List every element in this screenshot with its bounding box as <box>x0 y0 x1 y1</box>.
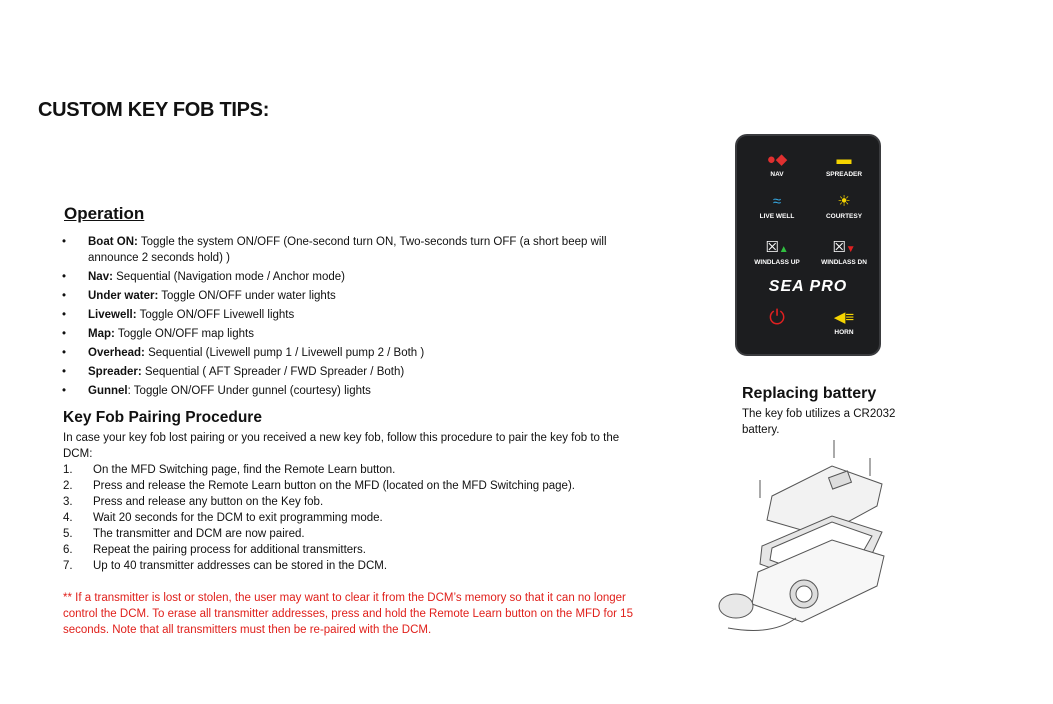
fob-button-horn <box>809 308 879 337</box>
item-text: Sequential (Navigation mode / Anchor mode) <box>112 271 345 283</box>
bullet-icon: • <box>62 236 67 248</box>
list-item <box>63 510 643 526</box>
list-item <box>62 288 622 304</box>
fob-button-windlass-up <box>742 238 812 267</box>
battery-heading: Replacing battery <box>742 385 877 402</box>
pairing-steps <box>63 462 643 574</box>
list-item <box>62 364 622 380</box>
item-label: Nav: <box>88 271 113 283</box>
item-text: Toggle the system ON/OFF (One-second turn ON, Two-seconds turn OFF (a short beep will announce 2 seconds hold) ) <box>88 236 607 264</box>
anchor-down-icon: ☒▼ <box>832 239 856 256</box>
item-label: Gunnel <box>88 385 128 397</box>
horn-icon: ◀≡ <box>833 309 855 326</box>
item-text: Sequential ( AFT Spreader / FWD Spreader / Both) <box>141 366 405 378</box>
item-label: Boat ON: <box>88 236 138 248</box>
bullet-icon: • <box>62 366 67 378</box>
bullet-icon: • <box>62 290 67 302</box>
step-number: 7. <box>63 560 73 572</box>
power-icon: ⏻ <box>769 307 785 329</box>
page-title: CUSTOM KEY FOB TIPS: <box>38 99 270 121</box>
fob-button-power <box>742 308 812 328</box>
anchor-up-icon: ☒▲ <box>765 239 789 256</box>
fish-icon: ≈ <box>772 193 782 210</box>
list-item <box>62 269 622 285</box>
fob-label: HORN <box>834 329 854 336</box>
fob-label: SPREADER <box>825 171 863 178</box>
step-text: Up to 40 transmitter addresses can be stored in the DCM. <box>93 560 388 572</box>
item-label: Under water: <box>88 290 159 302</box>
sun-icon: ☀ <box>837 193 851 210</box>
item-text: Toggle ON/OFF under water lights <box>158 290 336 302</box>
item-label: Spreader: <box>88 366 142 378</box>
bullet-icon: • <box>62 309 67 321</box>
item-label: Overhead: <box>88 347 145 359</box>
item-text: : Toggle ON/OFF Under gunnel (courtesy) lights <box>127 385 371 397</box>
fob-label: WINDLASS DN <box>821 259 867 266</box>
bullet-icon: • <box>62 271 67 283</box>
battery-diagram-image <box>712 436 892 636</box>
item-text: Sequential (Livewell pump 1 / Livewell pump 2 / Both ) <box>144 347 425 359</box>
fob-button-nav <box>742 150 812 179</box>
item-label: Livewell: <box>88 309 137 321</box>
pairing-heading: Key Fob Pairing Procedure <box>63 409 262 426</box>
list-item <box>63 478 643 494</box>
step-text: Repeat the pairing process for additional transmitters. <box>93 544 366 556</box>
step-number: 5. <box>63 528 73 540</box>
step-number: 2. <box>63 480 73 492</box>
item-text: Toggle ON/OFF map lights <box>114 328 254 340</box>
operation-list <box>62 234 622 402</box>
list-item <box>62 383 622 399</box>
list-item <box>62 234 622 266</box>
pairing-intro: In case your key fob lost pairing or you received a new key fob, follow this procedure to pair the key fob to the DCM: <box>63 432 620 460</box>
list-item <box>62 345 622 361</box>
fob-label: NAV <box>770 171 784 178</box>
fob-label: WINDLASS UP <box>754 259 800 266</box>
step-text: The transmitter and DCM are now paired. <box>93 528 305 540</box>
bullet-icon: • <box>62 328 67 340</box>
step-text: On the MFD Switching page, find the Remote Learn button. <box>93 464 396 476</box>
fob-button-courtesy <box>809 192 879 221</box>
list-item <box>62 326 622 342</box>
arrow <box>728 618 796 630</box>
fob-button-livewell <box>742 192 812 221</box>
step-number: 4. <box>63 512 73 524</box>
sea-pro-logo: SEA PRO <box>768 278 848 295</box>
fob-label: COURTESY <box>825 213 863 220</box>
step-text: Press and release the Remote Learn button on the MFD (located on the MFD Switching page). <box>93 480 575 492</box>
step-text: Press and release any button on the Key fob. <box>93 496 324 508</box>
item-label: Map: <box>88 328 115 340</box>
coin-battery <box>719 594 753 618</box>
item-text: Toggle ON/OFF Livewell lights <box>136 309 295 321</box>
operation-heading: Operation <box>64 204 145 223</box>
list-item <box>63 526 643 542</box>
fob-button-spreader <box>809 150 879 179</box>
step-number: 6. <box>63 544 73 556</box>
fob-button-windlass-dn <box>809 238 879 267</box>
battery-text: The key fob utilizes a CR2032 battery. <box>742 408 896 436</box>
step-number: 1. <box>63 464 73 476</box>
bullet-icon: • <box>62 385 67 397</box>
list-item <box>63 462 643 478</box>
step-number: 3. <box>63 496 73 508</box>
key-fob-image <box>735 134 881 356</box>
nav-lights-icon: ●◆ <box>766 151 788 168</box>
warning-note: ** If a transmitter is lost or stolen, the user may want to clear it from the DCM’s memory so that it can no longer control the DCM. To erase all transmitter addresses, press and hold the Remote Learn button on the MFD for 15 seconds. Note that all transmitters must then be re-paired with the DCM. <box>63 592 633 636</box>
list-item <box>63 542 643 558</box>
list-item <box>62 307 622 323</box>
step-text: Wait 20 seconds for the DCM to exit programming mode. <box>93 512 383 524</box>
spreader-light-icon: ▬ <box>836 151 852 168</box>
list-item <box>63 558 643 574</box>
bullet-icon: • <box>62 347 67 359</box>
fob-label: LIVE WELL <box>759 213 795 220</box>
list-item <box>63 494 643 510</box>
